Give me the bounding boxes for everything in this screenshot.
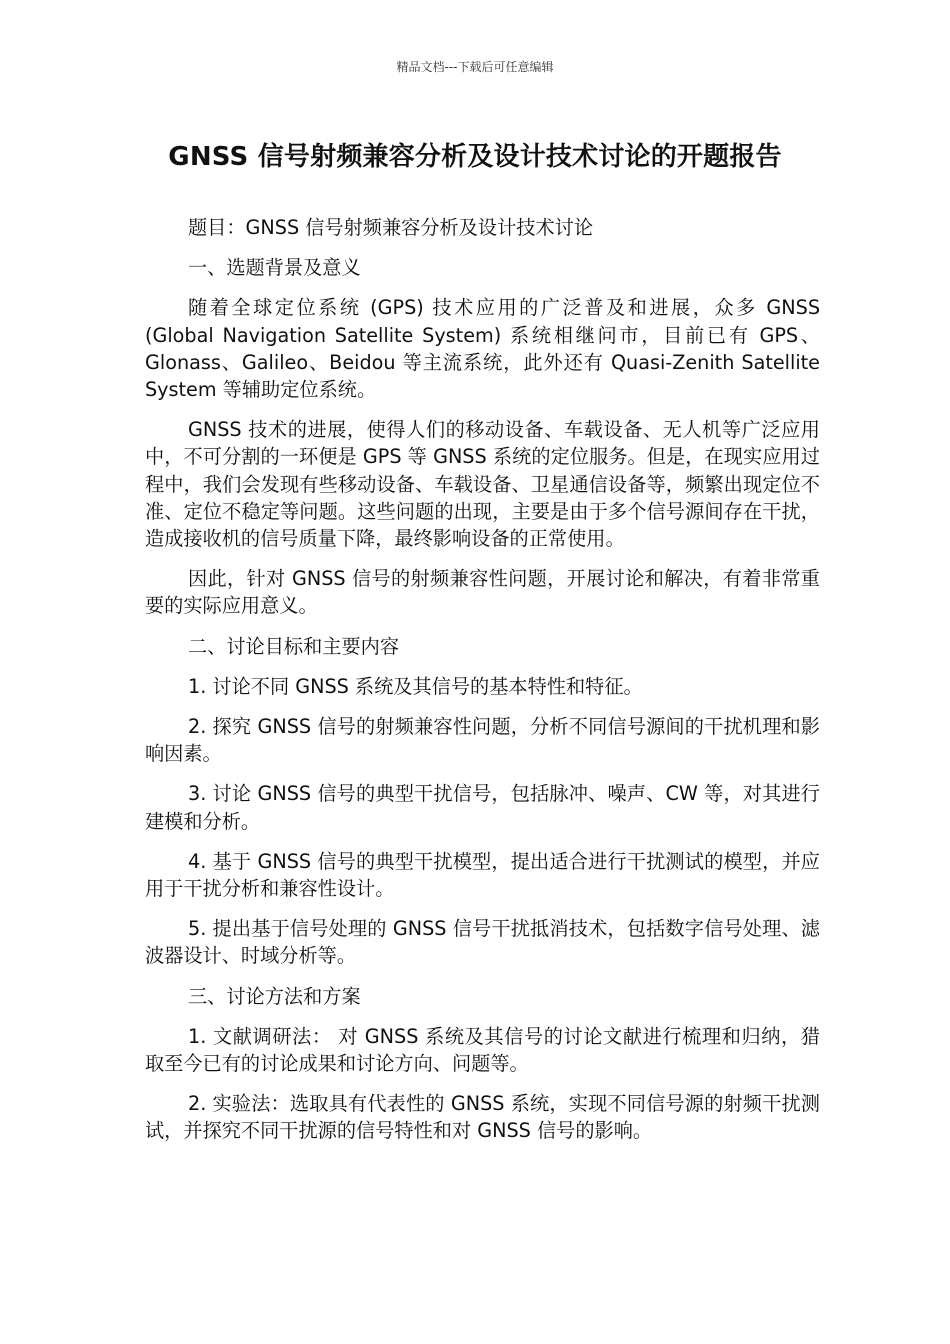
goal-item-2: 2. 探究 GNSS 信号的射频兼容性问题，分析不同信号源间的干扰机理和影响因素。 xyxy=(145,715,820,766)
topic-line: 题目：GNSS 信号射频兼容分析及设计技术讨论 xyxy=(188,216,594,239)
section-heading-goals: 二、讨论目标和主要内容 xyxy=(188,634,400,658)
goal-item-3: 3. 讨论 GNSS 信号的典型干扰信号，包括脉冲、噪声、CW 等，对其进行建模和分析。 xyxy=(145,782,820,833)
document-body xyxy=(145,214,820,1158)
paragraph-background-3: 因此，针对 GNSS 信号的射频兼容性问题，开展讨论和解决，有着非常重要的实际应用意义。 xyxy=(145,567,820,618)
goal-item-1: 1. 讨论不同 GNSS 系统及其信号的基本特性和特征。 xyxy=(188,674,643,698)
header-note: 精品文档---下载后可任意编辑 xyxy=(396,60,554,74)
section-heading-methods: 三、讨论方法和方案 xyxy=(188,984,361,1008)
paragraph-background-2: GNSS 技术的进展，使得人们的移动设备、车载设备、无人机等广泛应用中，不可分割的一环便是 GPS 等 GNSS 系统的定位服务。但是，在现实应用过程中，我们会发现有些移动设备、车载设备、卫星通信设备等，频繁出现定位不准、定位不稳定等问题。这些问题的出现，主要是由于多个信号源间存在干扰，造成接收机的信号质量下降，最终影响设备的正常使用。 xyxy=(145,418,820,551)
document-title: GNSS 信号射频兼容分析及设计技术讨论的开题报告 xyxy=(168,142,782,172)
goal-item-5: 5. 提出基于信号处理的 GNSS 信号干扰抵消技术，包括数字信号处理、滤波器设计、时域分析等。 xyxy=(145,917,820,968)
goal-item-4: 4. 基于 GNSS 信号的典型干扰模型，提出适合进行干扰测试的模型，并应用于干扰分析和兼容性设计。 xyxy=(145,849,820,901)
paragraph-background-1: 随着全球定位系统 (GPS) 技术应用的广泛普及和进展，众多 GNSS (Global Navigation Satellite System) 系统相继问市，目前已有 GPS、Glonass、Galileo、Beidou 等主流系统，此外还有 Quasi-Zenith Satellite System 等辅助定位系统。 xyxy=(145,296,820,402)
section-heading-background: 一、选题背景及意义 xyxy=(188,256,361,280)
method-item-2: 2. 实验法：选取具有代表性的 GNSS 系统，实现不同信号源的射频干扰测试，并探究不同干扰源的信号特性和对 GNSS 信号的影响。 xyxy=(145,1092,820,1143)
method-item-1: 1. 文献调研法： 对 GNSS 系统及其信号的讨论文献进行梳理和归纳，猎取至今已有的讨论成果和讨论方向、问题等。 xyxy=(145,1024,820,1076)
